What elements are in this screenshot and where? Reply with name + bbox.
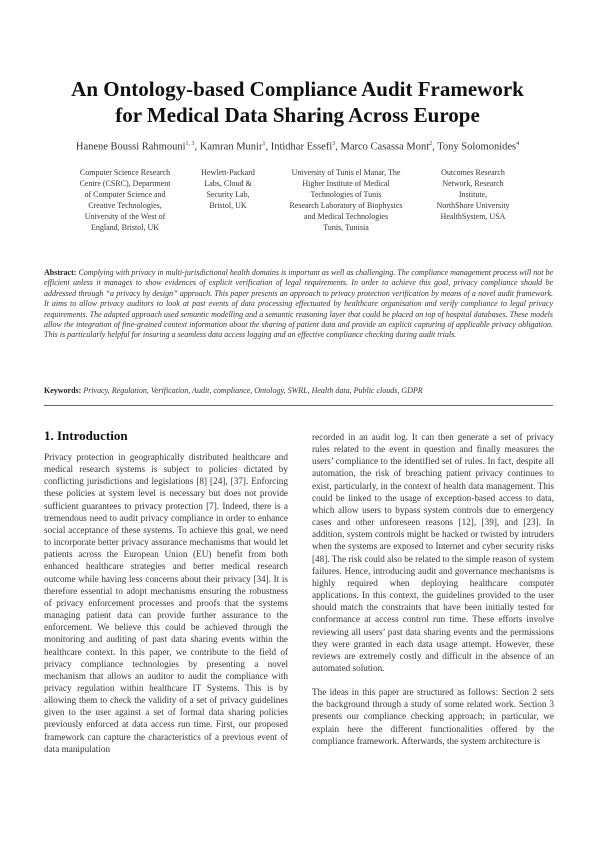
affiliation-line: Bristol, UK [209, 201, 247, 210]
affiliation-line: Tunis, Tunisia [323, 223, 369, 232]
author-name: Tony Solomonides [437, 141, 517, 153]
paper-title [20, 76, 575, 128]
author-separator: , [432, 141, 438, 153]
affiliation-line: University of Tunis el Manar, The [291, 168, 401, 177]
author-list [20, 141, 575, 153]
section-divider [44, 405, 553, 406]
title-line-2: for Medical Data Sharing Across Europe [115, 103, 480, 127]
author-name: Hanene Boussi Rahmouni [75, 141, 186, 153]
author-affiliation-mark: 4 [516, 141, 520, 147]
affiliation-line: Hewlett-Packard [201, 168, 255, 177]
affiliation-line: Higher Institute of Medical [302, 179, 390, 188]
author-affiliation-mark: 2 [429, 141, 433, 147]
affiliation-line: England, Bristol, UK [91, 223, 159, 232]
author-name: Kamran Munir [199, 141, 263, 153]
affiliation-3 [279, 167, 413, 233]
affiliation-line: Centre (CSRC), Department [79, 179, 171, 188]
paragraph: The ideas in this paper are structured as follows: Section 2 sets the background through a study of some related work. Section 3 presents our compliance checking approach; in particular, we explain here the different functionalities offered by the compliance framework. Afterwards, the system architecture is [312, 687, 554, 746]
affiliation-2 [193, 167, 263, 211]
author-affiliation-mark: 1, 3 [185, 141, 195, 147]
affiliation-line: Computer Science Research [79, 168, 171, 177]
paragraph: Privacy protection in geographically distributed healthcare and medical research systems is subject to policies dictated by conflicting jurisdictions and legislations [8] [24], [37]. Enforcing these policies at system level is necessary but does not provide sufficient guarantees to privacy protection [7]. Indeed, there is a tremendous need to audit privacy compliance in order to enhance social acceptance of these systems. To achieve this goal, we need to incorporate better privacy assurance mechanisms that would let patients across the European Union (EU) benefit from both enhanced healthcare strategies and better medical research outcome while having less concerns about their privacy [34]. It is therefore essential to adopt mechanisms ensuring the robustness of privacy enforcement processes and proofs that the systems managing patient data can provide further assurance to the enforcement. We believe this could be achieved through the monitoring and auditing of past data sharing events within the healthcare context. In this paper, we contribute to the field of privacy compliance technologies by presenting a novel mechanism that allows an auditor to audit the compliance with privacy regulation within healthcare IT Systems. This is by allowing them to check the validity of a set of privacy guidelines given to the user against a set of formal data sharing policies previously enforced at data access run time. First, our proposed framework can capture the characteristics of a previous event of data manipulation [44, 452, 288, 754]
section-heading: 1. Introduction [44, 428, 128, 443]
affiliation-1 [70, 167, 180, 233]
keywords-label: Keywords: [44, 386, 82, 395]
affiliation-line: Security Lab, [206, 190, 250, 199]
affiliation-line: Creative Technologies, [88, 201, 162, 210]
affiliations [0, 167, 595, 247]
affiliation-line: NorthShore University [436, 201, 510, 210]
affiliation-line: Research Laboratory of Biophysics [289, 201, 403, 210]
affiliation-line: Outcomes Research [441, 168, 505, 177]
affiliation-line: Network, Research [442, 179, 504, 188]
author-affiliation-mark: 3 [332, 141, 336, 147]
abstract-text: Complying with privacy in multi-jurisdictional health domains is important as well as challenging. The compliance management process will not be efficient unless it manages to show evidences of explicit verification of legal requirements. In order to achieve this goal, privacy compliance should be addressed through “a privacy by design” approach. This paper presents an approach to privacy protection verification by means of a novel audit framework. It aims to allow privacy auditors to look at past events of data processing effectuated by healthcare organisation and verify compliance to legal privacy requirements. The adapted approach used semantic modelling and a semantic reasoning layer that could be placed on top of hospital databases. These models allow the integration of fine-grained context information about the sharing of patient data and provide an explicit capturing of applicable privacy obligation. This is particularly helpful for insuring a seamless data access logging and an effective compliance checking during audit trials. [44, 268, 553, 340]
affiliation-line: Labs, Cloud & [204, 179, 252, 188]
paragraph: recorded in an audit log. It can then generate a set of privacy rules related to the event in question and finally measures the users’ compliance to the identified set of rules. In fact, despite all automation, the risk of breaching patient privacy continues to exist, particularly, in the context of health data management. This could be linked to the usage of exception-based access to data, which allow users to bypass system controls due to emergency cases and other unforeseen reasons [12], [39], and [23]. In addition, system controls might be hacked or twisted by intruders when the systems are exposed to Internet and cyber security risks [48]. The risk could also be related to the simple reason of system failures. Hence, introducing audit and governance mechanisms is highly required when deploying healthcare computer applications. In this context, the guidelines provided to the user should match the constraints that have been initially tested for conformance at access control run time. These efforts involve reviewing all users’ past data sharing events and the permissions they were granted in each data usage attempt. However, these reviews are extremely costly and difficult in the absence of an automated solution. [312, 432, 554, 673]
abstract-label: Abstract: [44, 268, 77, 277]
keywords [44, 386, 553, 395]
author-separator: , [194, 141, 200, 153]
author-name: Intidhar Essefi [270, 141, 333, 153]
body-column-left [44, 451, 288, 755]
affiliation-line: and Medical Technologies [303, 212, 389, 221]
affiliation-line: Institute, [458, 190, 488, 199]
affiliation-line: of Computer Science and [84, 190, 166, 199]
author-separator: , [265, 141, 271, 153]
affiliation-line: Technologies of Tunis [310, 190, 382, 199]
body-column-right [312, 431, 554, 747]
affiliation-4 [422, 167, 524, 222]
author-affiliation-mark: 1 [262, 141, 266, 147]
author-separator: , [335, 141, 341, 153]
affiliation-line: University of the West of [84, 212, 166, 221]
author-name: Marco Casassa Mont [340, 141, 430, 153]
affiliation-line: HealthSystem, USA [440, 212, 506, 221]
title-line-1: An Ontology-based Compliance Audit Framework [71, 77, 524, 101]
abstract [44, 268, 553, 341]
keywords-text: Privacy, Regulation, Verification, Audit, compliance, Ontology, SWRL, Health data, Public clouds, GDPR [83, 386, 423, 395]
